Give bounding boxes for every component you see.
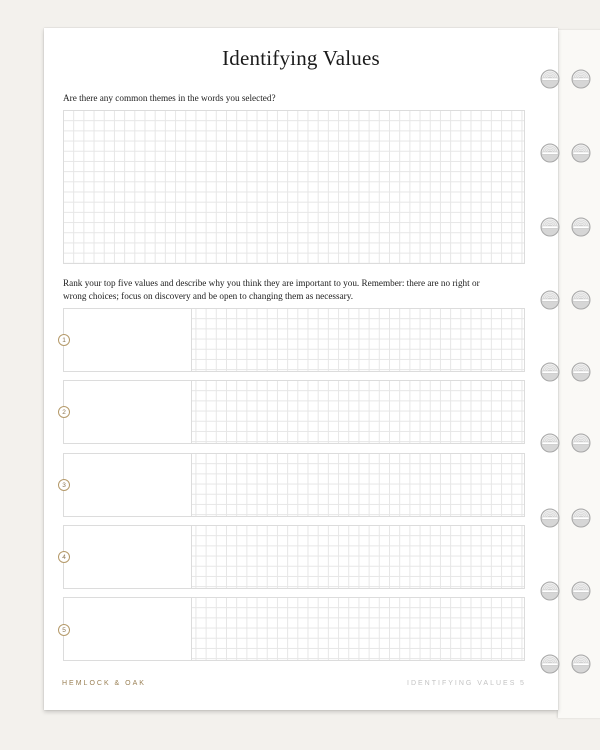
binder-disc-icon xyxy=(570,432,592,454)
binder-disc-icon xyxy=(539,142,561,164)
binder-disc-icon xyxy=(570,507,592,529)
value-number-1: 1 xyxy=(58,334,70,346)
binder-disc-icon xyxy=(539,68,561,90)
binder-disc-icon xyxy=(539,289,561,311)
value-number-2: 2 xyxy=(58,406,70,418)
planner-page xyxy=(44,28,558,710)
binder-disc-icon xyxy=(539,432,561,454)
rank-prompt-line-2: wrong choices; focus on discovery and be open to changing them as necessary. xyxy=(63,291,353,301)
value-row-3 xyxy=(63,453,525,517)
value-row-5 xyxy=(63,597,525,661)
value-name-box[interactable] xyxy=(64,454,192,516)
footer-section-title: IDENTIFYING VALUES xyxy=(407,680,517,687)
rank-prompt-line-1: Rank your top five values and describe why you think they are important to you. Remember: there are no right or xyxy=(63,278,480,288)
binder-disc-icon xyxy=(539,580,561,602)
value-number-5: 5 xyxy=(58,624,70,636)
binder-disc-icon xyxy=(539,361,561,383)
binder-disc-icon xyxy=(570,216,592,238)
binder-disc-icon xyxy=(570,653,592,675)
value-number-4: 4 xyxy=(58,551,70,563)
binder-disc-icon xyxy=(570,580,592,602)
binder-disc-icon xyxy=(570,361,592,383)
themes-prompt: Are there any common themes in the words you selected? xyxy=(63,93,276,103)
value-name-box[interactable] xyxy=(64,598,192,660)
footer-brand: HEMLOCK & OAK xyxy=(62,680,146,687)
binder-disc-icon xyxy=(570,289,592,311)
value-row-1 xyxy=(63,308,525,372)
value-number-3: 3 xyxy=(58,479,70,491)
themes-grid[interactable] xyxy=(63,110,525,264)
page-title: Identifying Values xyxy=(222,46,380,70)
value-name-box[interactable] xyxy=(64,309,192,371)
footer-page-number: 5 xyxy=(520,680,524,687)
binder-disc-icon xyxy=(539,653,561,675)
value-name-box[interactable] xyxy=(64,526,192,588)
value-row-4 xyxy=(63,525,525,589)
binder-disc-icon xyxy=(570,68,592,90)
binder-disc-icon xyxy=(539,507,561,529)
binder-disc-icon xyxy=(539,216,561,238)
value-row-2 xyxy=(63,380,525,444)
binder-disc-icon xyxy=(570,142,592,164)
value-name-box[interactable] xyxy=(64,381,192,443)
